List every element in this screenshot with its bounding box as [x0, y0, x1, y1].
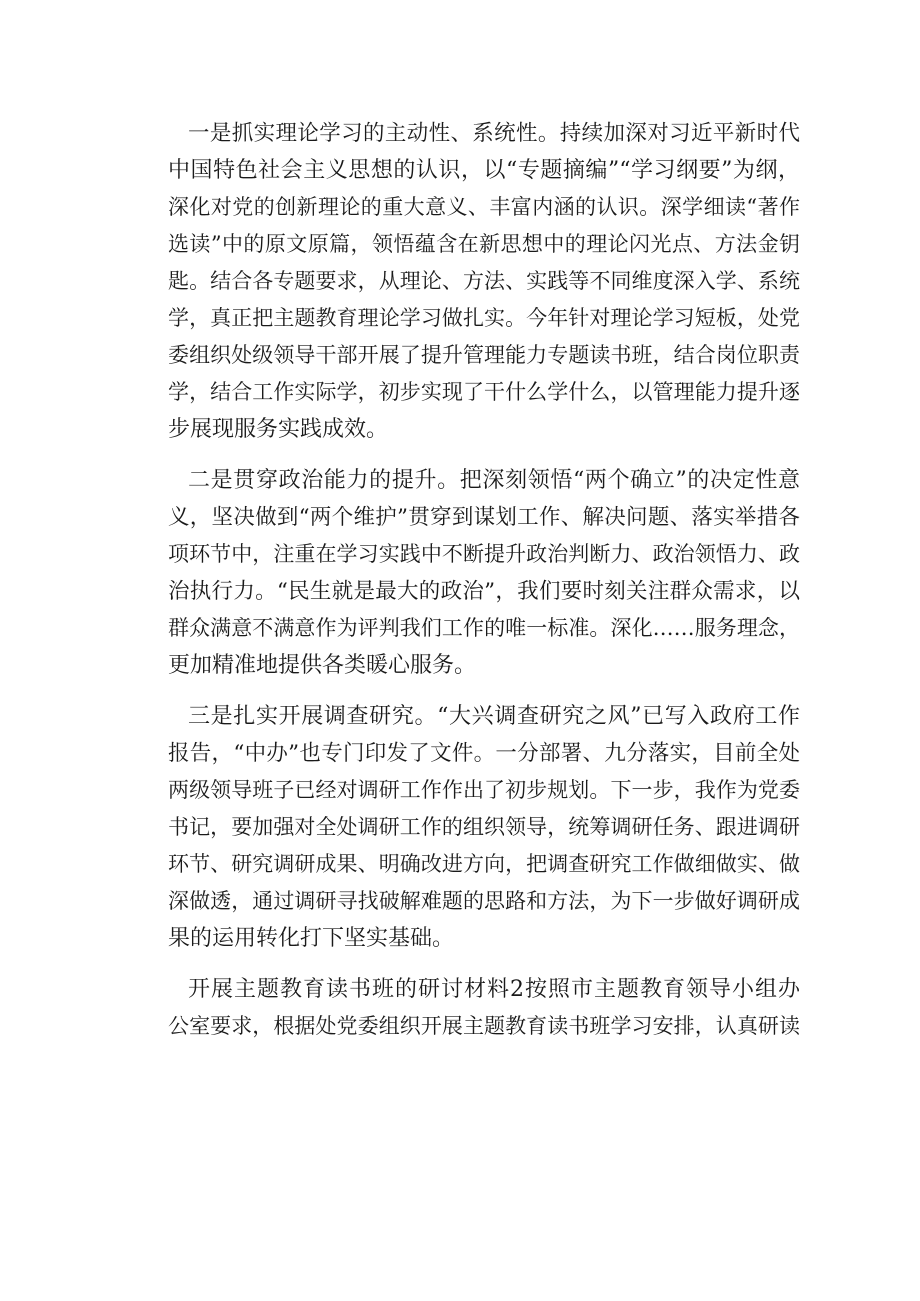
text-line: 深化对党的创新理论的重大意义、丰富内涵的认识。深学细读“著作	[168, 195, 800, 219]
text-line: 两级领导班子已经对调研工作作出了初步规划。下一步，我作为党委	[168, 778, 800, 802]
text-line: 书记，要加强对全处调研工作的组织领导，统筹调研任务、跟进调研	[168, 815, 800, 839]
text-line: 二是贯穿政治能力的提升。把深刻领悟“两个确立”的决定性意	[188, 468, 800, 493]
text-line: 步展现服务实践成效。	[168, 417, 389, 442]
text-line: 学，结合工作实际学，初步实现了干什么学什么，以管理能力提升逐	[168, 380, 800, 404]
paragraph-3	[168, 698, 800, 957]
text-line: 报告，“中办”也专门印发了文件。一分部署、九分落实，目前全处	[168, 741, 800, 766]
text-line: 三是扎实开展调查研究。“大兴调查研究之风”已写入政府工作	[188, 704, 800, 729]
text-line: 环节、研究调研成果、明确改进方向，把调查研究工作做细做实、做	[168, 852, 800, 876]
text-line: 治执行力。“民生就是最大的政治”，我们要时刻关注群众需求，以	[168, 579, 800, 604]
text-line: 学，真正把主题教育理论学习做扎实。今年针对理论学习短板，处党	[168, 306, 800, 330]
text-line: 开展主题教育读书班的研讨材料2按照市主题教育领导小组办	[188, 977, 800, 1002]
document-body	[168, 115, 800, 1059]
paragraph-1	[168, 115, 800, 448]
text-line: 委组织处级领导干部开展了提升管理能力专题读书班，结合岗位职责	[168, 343, 800, 367]
text-line: 深做透，通过调研寻找破解难题的思路和方法，为下一步做好调研成	[168, 889, 800, 913]
text-line: 更加精准地提供各类暖心服务。	[168, 653, 477, 678]
text-line: 群众满意不满意作为评判我们工作的唯一标准。深化……服务理念，	[168, 616, 800, 640]
text-line: 义，坚决做到“两个维护”贯穿到谋划工作、解决问题、落实举措各	[168, 505, 800, 530]
text-line: 匙。结合各专题要求，从理论、方法、实践等不同维度深入学、系统	[168, 269, 800, 293]
text-line: 一是抓实理论学习的主动性、系统性。持续加深对习近平新时代	[188, 121, 800, 146]
text-line: 中国特色社会主义思想的认识，以“专题摘编”“学习纲要”为纲，	[168, 158, 800, 183]
paragraph-4	[168, 971, 800, 1045]
text-line: 项环节中，注重在学习实践中不断提升政治判断力、政治领悟力、政	[168, 542, 800, 566]
text-line: 选读”中的原文原篇，领悟蕴含在新思想中的理论闪光点、方法金钥	[168, 232, 800, 256]
text-line: 公室要求，根据处党委组织开展主题教育读书班学习安排，认真研读	[168, 1014, 800, 1038]
text-line: 果的运用转化打下坚实基础。	[168, 926, 455, 951]
paragraph-2	[168, 462, 800, 684]
